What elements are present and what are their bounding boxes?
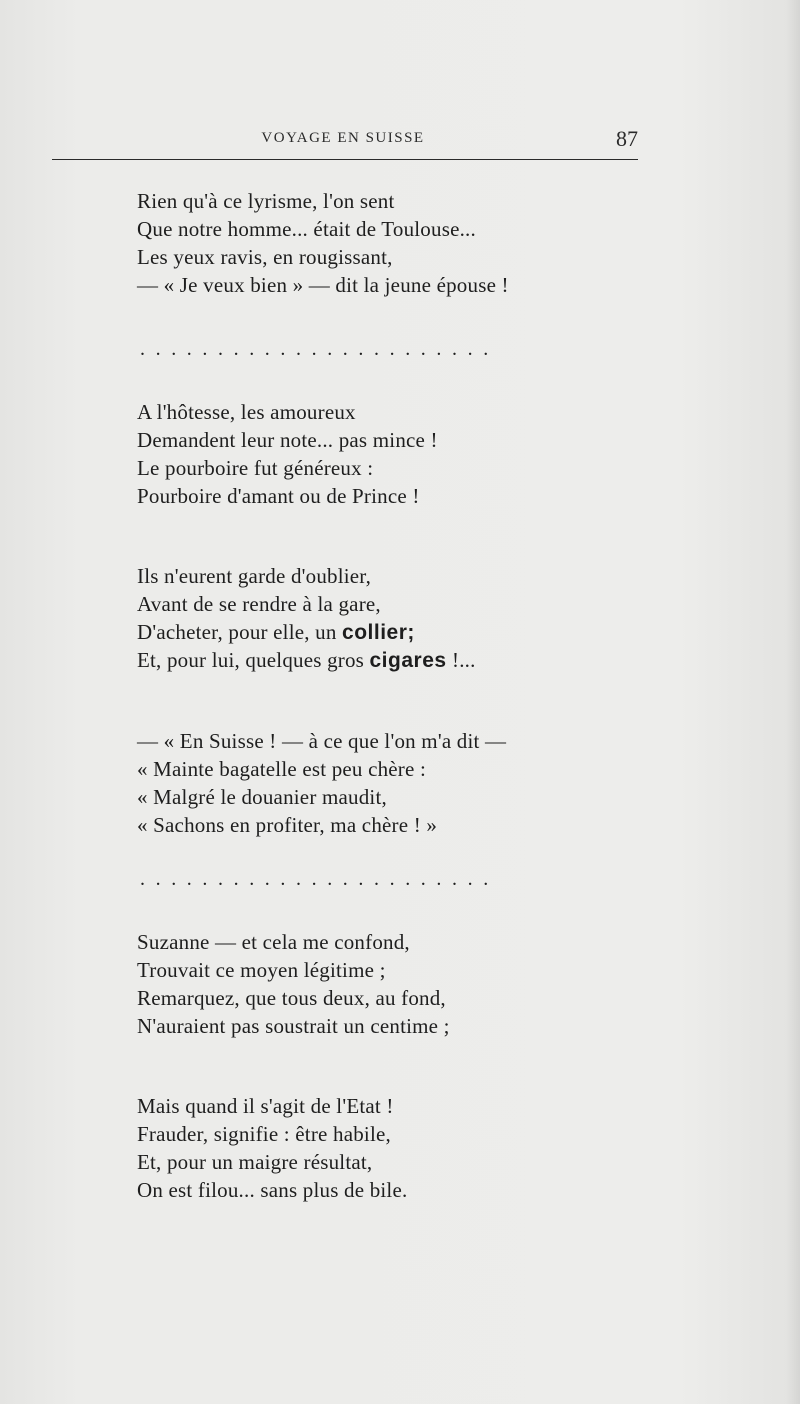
stanza-4 — [137, 727, 617, 839]
verse-line: Trouvait ce moyen légitime ; — [137, 958, 386, 982]
emphasized-word: cigares — [369, 649, 447, 672]
verse-line: Les yeux ravis, en rougissant, — [137, 245, 393, 269]
verse-line: « Sachons en profiter, ma chère ! » — [137, 813, 438, 837]
verse-line: On est filou... sans plus de bile. — [137, 1178, 408, 1202]
verse-punctuation: !... — [446, 648, 476, 672]
dotted-separator: ....................... — [140, 868, 499, 890]
verse-text: Et, pour lui, quelques gros — [137, 648, 370, 672]
verse-line: Frauder, signifie : être habile, — [137, 1122, 391, 1146]
verse-line: Demandent leur note... pas mince ! — [137, 428, 438, 452]
verse-line — [137, 646, 617, 674]
verse-line: Remarquez, que tous deux, au fond, — [137, 986, 446, 1010]
stanza-1 — [137, 187, 617, 299]
verse-punctuation: ; — [407, 621, 415, 644]
verse-line: Et, pour un maigre résultat, — [137, 1150, 373, 1174]
page-number: 87 — [616, 126, 638, 151]
verse-line: « Mainte bagatelle est peu chère : — [137, 757, 427, 781]
verse-line: N'auraient pas soustrait un centime ; — [137, 1014, 450, 1038]
stanza-2 — [137, 398, 617, 510]
stanza-5 — [137, 928, 617, 1040]
running-head-title: VOYAGE EN SUISSE — [261, 130, 425, 146]
verse-line: Que notre homme... était de Toulouse... — [137, 217, 476, 241]
verse-line: — « En Suisse ! — à ce que l'on m'a dit — — [137, 729, 507, 753]
verse-line: Avant de se rendre à la gare, — [137, 592, 381, 616]
verse-line: « Malgré le douanier maudit, — [137, 785, 387, 809]
verse-line: Suzanne — et cela me confond, — [137, 930, 410, 954]
header-rule — [52, 159, 638, 160]
verse-text: D'acheter, pour elle, un — [137, 620, 343, 644]
stanza-3 — [137, 562, 617, 674]
verse-line: A l'hôtesse, les amoureux — [137, 400, 356, 424]
running-head — [0, 126, 800, 156]
verse-line: Mais quand il s'agit de l'Etat ! — [137, 1094, 394, 1118]
verse-line: Pourboire d'amant ou de Prince ! — [137, 484, 420, 508]
stanza-6 — [137, 1092, 617, 1204]
verse-line: — « Je veux bien » — dit la jeune épouse ! — [137, 273, 509, 297]
dotted-separator: ....................... — [140, 338, 499, 360]
verse-line: Ils n'eurent garde d'oublier, — [137, 564, 372, 588]
verse-line — [137, 618, 617, 646]
verse-line: Rien qu'à ce lyrisme, l'on sent — [137, 189, 395, 213]
emphasized-word: collier — [342, 621, 408, 644]
verse-line: Le pourboire fut généreux : — [137, 456, 374, 480]
page-edge-shadow — [786, 0, 800, 1404]
